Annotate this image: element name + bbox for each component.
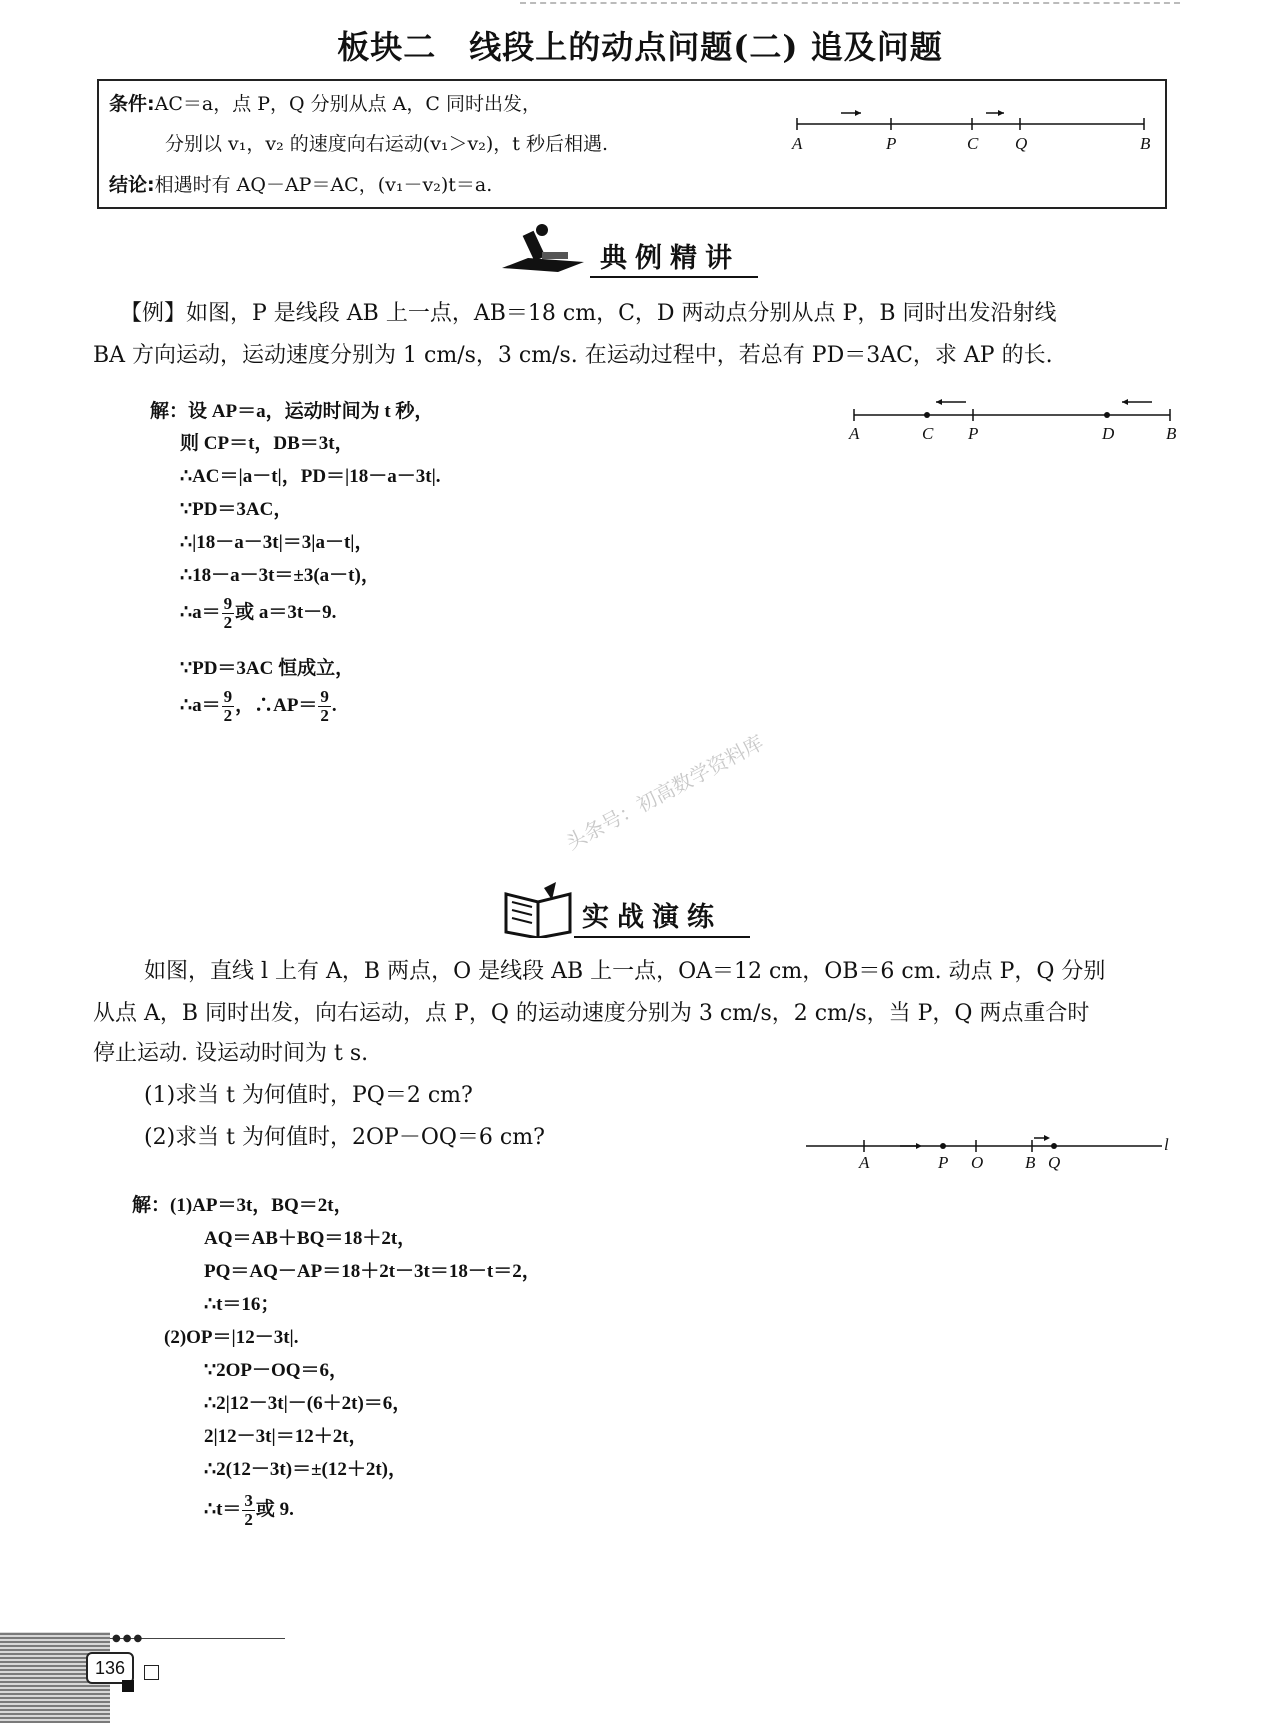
solution-line: 解：(1)AP＝3t，BQ＝2t，	[132, 1195, 353, 1216]
practice-diagram	[800, 1122, 1180, 1174]
question-1: (1)求当 t 为何值时，PQ＝2 cm?	[144, 1083, 473, 1108]
book-icon	[500, 880, 580, 938]
label-c: C	[922, 424, 934, 443]
watermark: 头条号：初高数学资料库	[561, 730, 768, 855]
footer-square	[144, 1665, 159, 1680]
label-q: Q	[1015, 134, 1028, 153]
example-line-1: 【例】如图，P 是线段 AB 上一点，AB＝18 cm，C，D 两动点分别从点 P，B 同时出发沿射线	[120, 301, 1057, 326]
section-heading-examples: 典例精讲	[600, 243, 740, 274]
solution-line-fraction: ∴t＝ $\frac{3}{2}$ 或 9.	[204, 1491, 294, 1529]
condition-line-2: 分别以 v₁，v₂ 的速度向右运动(v₁＞v₂)，t 秒后相遇.	[165, 133, 609, 155]
footer-block	[122, 1680, 134, 1692]
label-d: D	[1102, 424, 1115, 443]
heading-underline	[574, 936, 750, 938]
solution-line: (2)OP＝|12－3t|.	[164, 1327, 299, 1348]
label-b: B	[1166, 424, 1177, 443]
section-heading-practice: 实战演练	[582, 902, 722, 933]
conclusion-line	[109, 170, 492, 197]
solution-line: PQ＝AQ－AP＝18＋2t－3t＝18－t＝2，	[204, 1261, 541, 1282]
solution-line: ∵PD＝3AC 恒成立，	[180, 658, 355, 679]
fraction: $\frac{3}{2}$	[244, 1491, 253, 1529]
conclusion-text: 相遇时有 AQ－AP＝AC，(v₁－v₂)t＝a.	[154, 174, 493, 196]
label-c: C	[967, 134, 979, 153]
label-a: A	[849, 424, 860, 443]
label-b: B	[1025, 1153, 1036, 1172]
condition-text: AC＝a，点 P，Q 分别从点 A，C 同时出发，	[154, 93, 541, 115]
example-line-2: BA 方向运动，运动速度分别为 1 cm/s，3 cm/s. 在运动过程中，若总有 PD＝3AC，求 AP 的长.	[93, 343, 1053, 368]
solution-line: ∴2|12－3t|－(6＋2t)＝6，	[204, 1393, 412, 1414]
page-title: 板块二 线段上的动点问题(二) 追及问题	[337, 28, 943, 66]
label-l: l	[1164, 1135, 1169, 1154]
condition-line-1	[109, 89, 541, 116]
label-p: P	[886, 134, 897, 153]
practice-line-2: 从点 A，B 同时出发，向右运动，点 P，Q 的运动速度分别为 3 cm/s，2 cm/s，当 P，Q 两点重合时	[93, 1001, 1090, 1026]
solution-line: 则 CP＝t，DB＝3t，	[180, 433, 354, 454]
practice-line-1: 如图，直线 l 上有 A，B 两点，O 是线段 AB 上一点，OA＝12 cm，OB＝6 cm. 动点 P，Q 分别	[144, 959, 1106, 984]
solution-line: ∴t＝16；	[204, 1294, 280, 1315]
condition-label: 条件:	[109, 93, 155, 115]
solution-line: 解：设 AP＝a，运动时间为 t 秒，	[150, 401, 434, 422]
solution-line: ∵PD＝3AC，	[180, 499, 293, 520]
solution-line: ∵2OP－OQ＝6，	[204, 1360, 349, 1381]
label-o: O	[971, 1153, 984, 1172]
label-p: P	[968, 424, 979, 443]
page-number: 136	[86, 1652, 134, 1684]
question-2: (2)求当 t 为何值时，2OP－OQ＝6 cm?	[144, 1125, 545, 1150]
condition-box	[97, 79, 1167, 209]
pursuit-diagram	[789, 101, 1159, 161]
fraction: $\frac{9}{2}$	[223, 594, 233, 632]
example-diagram	[840, 395, 1180, 445]
heading-underline	[590, 276, 758, 278]
fraction: $\frac{9}{2}$	[320, 687, 329, 725]
solution-line: ∴|18－a－3t|＝3|a－t|，	[180, 532, 374, 553]
label-a: A	[792, 134, 803, 153]
practice-line-3: 停止运动. 设运动时间为 t s.	[93, 1041, 369, 1066]
solution-line: ∴2(12－3t)＝±(12＋2t)，	[204, 1459, 407, 1480]
solution-line: 2|12－3t|＝12＋2t，	[204, 1426, 368, 1447]
label-p: P	[938, 1153, 949, 1172]
conclusion-label: 结论:	[109, 174, 155, 196]
footer-dots: ●●●	[112, 1633, 145, 1644]
solution-line-fraction: ∴a＝ $\frac{9}{2}$ ，∴AP＝ $\frac{9}{2}$ .	[180, 687, 337, 725]
solution-line-fraction: ∴a＝ $\frac{9}{2}$ 或 a＝3t－9.	[180, 594, 337, 632]
label-a: A	[859, 1153, 870, 1172]
fraction: $\frac{9}{2}$	[223, 687, 233, 725]
microscope-icon	[498, 222, 588, 280]
label-q: Q	[1048, 1153, 1061, 1172]
top-dashed-rule	[520, 2, 1180, 4]
label-b: B	[1140, 134, 1151, 153]
solution-line: ∴18－a－3t＝±3(a－t)，	[180, 565, 380, 586]
solution-line: AQ＝AB＋BQ＝18＋2t，	[204, 1228, 417, 1249]
solution-line: ∴AC＝|a－t|，PD＝|18－a－3t|.	[180, 466, 441, 487]
